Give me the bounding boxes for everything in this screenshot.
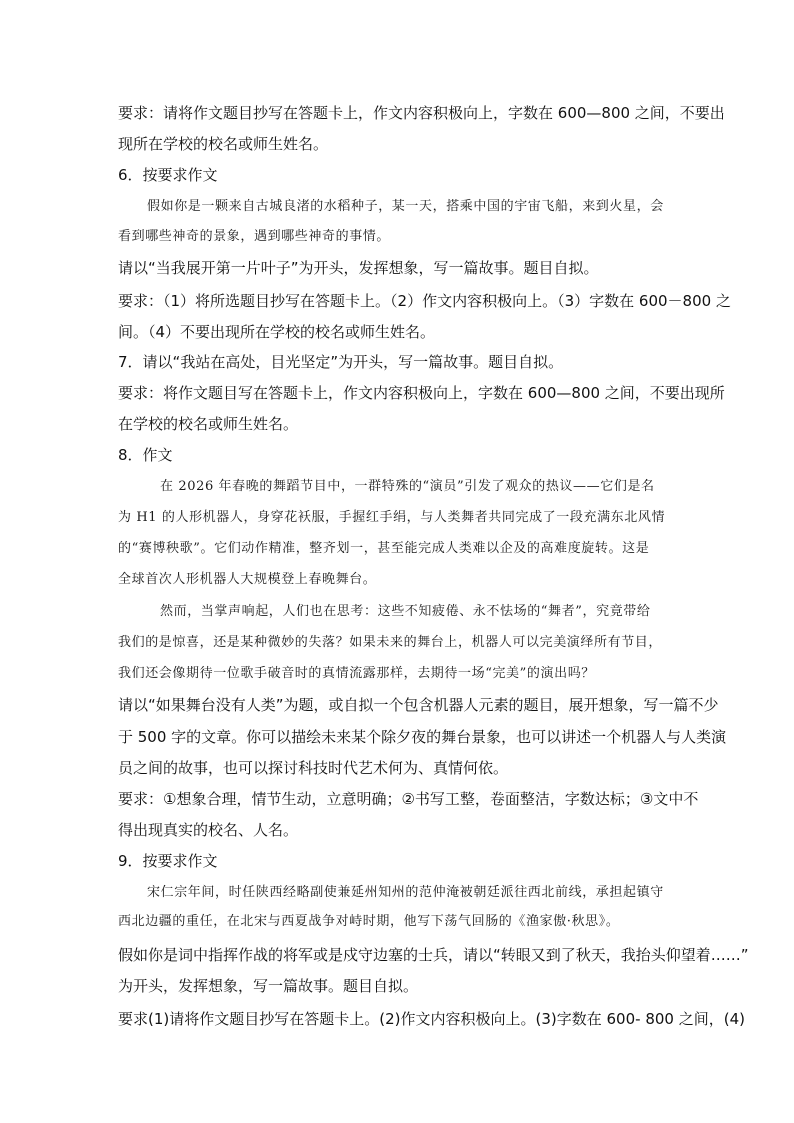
prompt-material: 假如你是一颗来自古城良渚的水稻种子，某一天，搭乘中国的宇宙飞船，来到火星，会 [147,199,664,214]
prompt-material: 的“赛博秧歌”。它们动作精准，整齐划一，甚至能完成人类难以企及的高难度旋转。这是 [118,541,650,556]
task-instruction: 请以“如果舞台没有人类”为题，或自拟一个包含机器人元素的题目，展开想象，写一篇不少 [118,696,719,714]
task-instruction: 为开头，发挥想象，写一篇故事。题目自拟。 [118,977,419,995]
prompt-material: 然而，当掌声响起，人们也在思考：这些不知疲倦、永不怯场的“舞者”，究竟带给 [160,604,651,619]
question-heading-6: 6．按要求作文 [118,166,218,184]
prompt-material: 我们的是惊喜，还是某种微妙的失落？如果未来的舞台上，机器人可以完美演绎所有节目， [118,635,663,650]
task-instruction: 员之间的故事，也可以探讨科技时代艺术何为、真情何依。 [118,759,509,777]
prompt-material: 全球首次人形机器人大规模登上春晚舞台。 [118,572,377,587]
prompt-material: 在 2026 年春晚的舞蹈节目中，一群特殊的“演员”引发了观众的热议——它们是名 [160,479,655,494]
requirement-text: 要求(1)请将作文题目抄写在答题卡上。(2)作文内容积极向上。(3)字数在 600- 800 之间，(4) [118,1010,745,1028]
requirement-text: 间。（4）不要出现所在学校的校名或师生姓名。 [118,323,436,341]
question-heading-8: 8．作文 [118,446,173,464]
question-heading-7: 7．请以“我站在高处，目光坚定”为开头，写一篇故事。题目自拟。 [118,353,564,371]
task-instruction: 请以“当我展开第一片叶子”为开头，发挥想象，写一篇故事。题目自拟。 [118,259,599,277]
prompt-material: 西北边疆的重任，在北宋与西夏战争对峙时期，他写下荡气回肠的《渔家傲·秋思》。 [118,914,620,929]
requirement-text: 要求：请将作文题目抄写在答题卡上，作文内容积极向上，字数在 600—800 之间，不要出 [118,104,725,122]
prompt-material: 宋仁宗年间，时任陕西经略副使兼延州知州的范仲淹被朝廷派往西北前线，承担起镇守 [147,885,664,900]
requirement-text: 要求：（1）将所选题目抄写在答题卡上。（2）作文内容积极向上。（3）字数在 600－800 之 [118,292,731,310]
task-instruction: 于 500 字的文章。你可以描绘未来某个除夕夜的舞台景象，也可以讲述一个机器人与人类演 [118,728,727,746]
prompt-material: 为 H1 的人形机器人，身穿花袄服，手握红手绢，与人类舞者共同完成了一段充满东北风情 [118,510,666,525]
task-instruction: 假如你是词中指挥作战的将军或是戍守边塞的士兵，请以“转眼又到了秋天，我抬头仰望着……” [118,946,749,964]
prompt-material: 看到哪些神奇的景象，遇到哪些神奇的事情。 [118,229,391,244]
requirement-text: 要求：将作文题目写在答题卡上，作文内容积极向上，字数在 600—800 之间，不要出现所 [118,384,725,402]
requirement-text: 得出现真实的校名、人名。 [118,821,299,839]
requirement-text: 要求：①想象合理，情节生动，立意明确；②书写工整，卷面整洁，字数达标；③文中不 [118,790,699,808]
requirement-text: 现所在学校的校名或师生姓名。 [118,135,329,153]
question-heading-9: 9．按要求作文 [118,852,218,870]
requirement-text: 在学校的校名或师生姓名。 [118,415,299,433]
prompt-material: 我们还会像期待一位歌手破音时的真情流露那样，去期待一场“完美”的演出吗？ [118,666,595,681]
